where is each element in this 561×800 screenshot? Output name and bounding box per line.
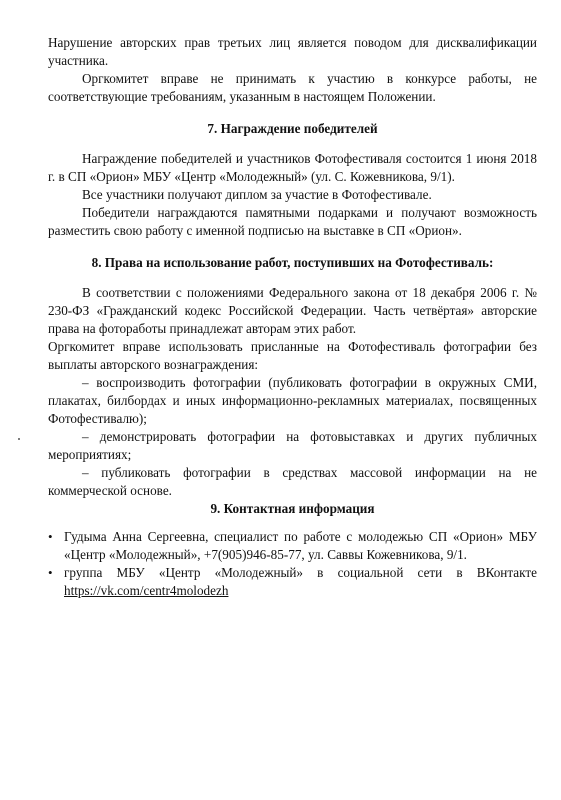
bullet-icon: • — [48, 529, 53, 544]
section-8-paragraph-1: В соответствии с положениями Федерального закона от 18 декабря 2006 г. № 230-ФЗ «Гражданский кодекс Российской Федерации. Часть четвёртая» авторские права на фотоработы принадлежат авторам этих работ. — [48, 285, 537, 336]
section-8-paragraph-2: Оргкомитет вправе использовать присланные на Фотофестиваль фотографии без выплаты авторского вознаграждения: — [48, 339, 537, 372]
section-7-heading: 7. Награждение победителей — [207, 121, 378, 136]
section-7-paragraph-2: Все участники получают диплом за участие в Фотофестивале. — [82, 187, 432, 202]
section-8-item-2: – демонстрировать фотографии на фотовыставках и других публичных мероприятиях; — [48, 429, 537, 462]
intro-paragraph-2: Оргкомитет вправе не принимать к участию в конкурсе работы, не соответствующие требованиям, указанным в настоящем Положении. — [48, 71, 537, 104]
scan-speck — [18, 438, 20, 440]
vk-link[interactable]: https://vk.com/centr4molodezh — [64, 583, 229, 598]
section-7-paragraph-1: Награждение победителей и участников Фотофестиваля состоится 1 июня 2018 г. в СП «Орион» МБУ «Центр «Молодежный» (ул. С. Кожевникова, 9/1). — [48, 151, 537, 184]
contact-item-1 — [48, 528, 537, 564]
section-8-heading: 8. Права на использование работ, поступивших на Фотофестиваль: — [91, 255, 494, 270]
contact-item-2 — [48, 564, 537, 600]
contact-2-text: группа МБУ «Центр «Молодежный» в социальной сети в ВКонтакте — [64, 565, 537, 580]
intro-paragraph-1: Нарушение авторских прав третьих лиц является поводом для дисквалификации участника. — [48, 35, 537, 68]
bullet-icon: • — [48, 565, 53, 580]
section-8-item-3: – публиковать фотографии в средствах массовой информации на не коммерческой основе. — [48, 465, 537, 498]
section-7-paragraph-3: Победители награждаются памятными подарками и получают возможность разместить свою работу с именной подписью на выставке в СП «Орион». — [48, 205, 537, 238]
section-9-heading: 9. Контактная информация — [210, 501, 375, 516]
contact-1-text: Гудыма Анна Сергеевна, специалист по работе с молодежью СП «Орион» МБУ «Центр «Молодежный», +7(905)946-85-77, ул. Саввы Кожевникова, 9/1. — [64, 529, 537, 562]
section-8-item-1: – воспроизводить фотографии (публиковать фотографии в окружных СМИ, плакатах, билбордах и иных информационно-рекламных материалах, посвященных Фотофестивалю); — [48, 375, 537, 426]
contact-list — [48, 528, 537, 600]
